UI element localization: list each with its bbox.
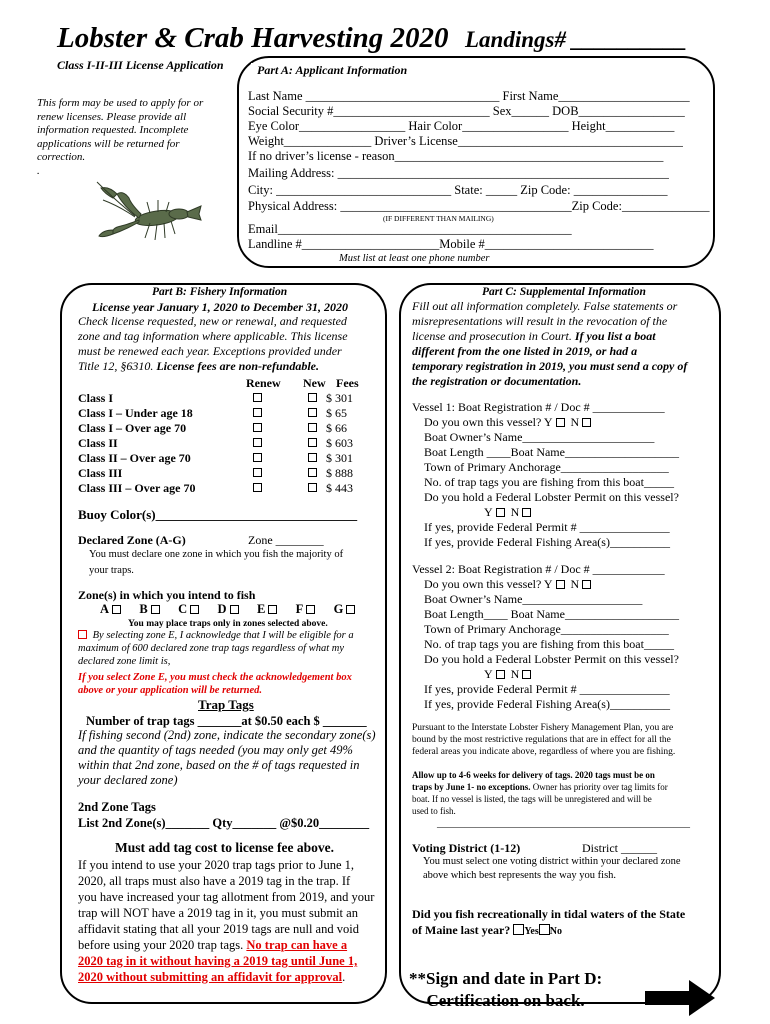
vessel-2-tags[interactable]: No. of trap tags you are fishing from this boat_____ [424,637,674,651]
second-zone-field[interactable]: List 2nd Zone(s)_______ Qty_______ @$0.20________ [78,816,370,830]
buoy-color-field[interactable]: Buoy Color(s)_______________________________ [78,507,358,522]
eye-hair-height-fields[interactable]: Eye Color_________________ Hair Color_________________ Height___________ [248,119,675,133]
phone-footnote: Must list at least one phone number [339,253,490,264]
vessel-2-section [412,562,679,712]
renew-checkbox[interactable] [253,453,262,462]
vessel-1-tags[interactable]: No. of trap tags you are fishing from this boat_____ [424,475,674,489]
license-class-row: Class II – Over age 70 $ 301 [78,451,353,465]
voting-note: You must select one voting district within your declared zone above which best represents the way you fish. [423,856,681,881]
vessel-2-owner[interactable]: Boat Owner’s Name____________________ [424,592,643,606]
license-class-row: Class I $ 301 [78,391,353,405]
license-class-row: Class III $ 888 [78,466,353,480]
recreational-no-checkbox[interactable] [539,924,550,935]
zone-checkboxes: A B C D E F G [100,601,358,617]
pursuant-note: Pursuant to the Interstate Lobster Fishery Management Plan, you are bound by the most restrictive regulations that are in effect for all the federal areas you indicate above, regardless of where you are fishing. [412,723,676,757]
landings-number: Landings# __________ [465,27,687,52]
voting-district-field[interactable]: District ______ [582,841,657,855]
declared-zone-label: Declared Zone (A-G) [78,533,186,547]
vessel-1-fishing-area[interactable]: If yes, provide Federal Fishing Area(s)__________ [424,535,670,549]
new-checkbox[interactable] [308,408,317,417]
new-checkbox[interactable] [308,393,317,402]
vessel-1-section [412,400,679,550]
part-c-intro: Fill out all information completely. False statements or misrepresentations will result in the revocation of the license and prosecution in Court. If you list a boat different from the one listed in 2019, or had a temporary registration in 2019, you must send a copy of the registration or documentation. [412,299,688,388]
renew-checkbox[interactable] [253,423,262,432]
vessel-1-own: Do you own this vessel? Y N [412,415,679,430]
declared-zone-field[interactable]: Zone ________ [248,533,324,547]
mailing-address-field[interactable]: Mailing Address: _____________________________________________________ [248,166,669,180]
renew-checkbox[interactable] [253,483,262,492]
vessel-2-permit-question: Do you hold a Federal Lobster Permit on this vessel? [424,652,679,666]
vessel-1-length-name[interactable]: Boat Length ____Boat Name___________________ [424,445,679,459]
recreational-yes-checkbox[interactable] [513,924,524,935]
license-year: License year January 1, 2020 to December 31, 2020 [92,300,348,314]
part-c-heading: Part C: Supplemental Information [476,286,652,298]
zone-e-checkbox[interactable] [268,605,277,614]
vessel-1-owner[interactable]: Boat Owner’s Name______________________ [424,430,655,444]
zone-e-warning: If you select Zone E, you must check the acknowledgement box above or your application will be returned. [78,672,352,696]
zone-f-checkbox[interactable] [306,605,315,614]
vessel-1-permit-question: Do you hold a Federal Lobster Permit on this vessel? [424,490,679,504]
delivery-note: Allow up to 4-6 weeks for delivery of tags. 2020 tags must be on traps by June 1- no exceptions. Owner has priority over tag limits for boat. If no vessel is listed, the tags will be unregistered and will be used to fish. [412,770,668,816]
new-column-header: New [303,376,326,390]
lobster-illustration [95,180,205,250]
license-class-table [78,390,378,495]
vessel-2-registration[interactable]: Vessel 2: Boat Registration # / Doc # ____________ [412,562,665,576]
sign-instruction: **Sign and date in Part D: Certification on back. [409,969,603,1010]
fees-column-header: Fees [336,376,359,390]
renew-checkbox[interactable] [253,408,262,417]
phone-fields[interactable]: Landline #______________________Mobile #___________________________ [248,237,654,251]
vessel-1-town[interactable]: Town of Primary Anchorage__________________ [424,460,669,474]
zones-heading: Zone(s) in which you intend to fish [78,588,256,602]
voting-district-label: Voting District (1-12) [412,841,521,855]
new-checkbox[interactable] [308,483,317,492]
renew-checkbox[interactable] [253,393,262,402]
second-zone-note: If fishing second (2nd) zone, indicate the secondary zone(s) and the quantity of tags needed (you may only get 49% within that 2nd zone, based on the # of tags requested in your declared zone) [78,728,376,787]
vessel-1-own-no[interactable] [582,418,591,427]
zone-c-checkbox[interactable] [190,605,199,614]
intro-text: This form may be used to apply for or renew licenses. Please provide all information requested. Incomplete applications will be returned for correction. . [37,97,204,177]
no-license-reason-field[interactable]: If no driver’s license - reason___________________________________________ [248,149,664,163]
vessel-1-own-yes[interactable] [556,418,565,427]
city-state-zip-fields[interactable]: City: ____________________________ State: _____ Zip Code: _______________ [248,183,668,197]
class-application-label: Class I-II-III License Application [57,58,224,72]
separator-line: ______________________________________________ [437,817,690,829]
vessel-1-registration[interactable]: Vessel 1: Boat Registration # / Doc # ____________ [412,400,665,414]
vessel-2-fishing-area[interactable]: If yes, provide Federal Fishing Area(s)__________ [424,697,670,711]
zones-note: You may place traps only in zones selected above. [128,619,328,629]
physical-address-note: (IF DIFFERENT THAN MAILING) [383,214,494,223]
second-zone-title: 2nd Zone Tags [78,800,156,814]
right-arrow-icon [645,980,715,1016]
vessel-2-own: Do you own this vessel? Y N [412,577,679,592]
license-class-row: Class II $ 603 [78,436,353,450]
vessel-2-permit-number[interactable]: If yes, provide Federal Permit # _______________ [424,682,670,696]
zone-e-ack-checkbox[interactable] [78,630,87,639]
license-class-row: Class I – Under age 18 $ 65 [78,406,347,420]
vessel-2-own-yes[interactable] [556,580,565,589]
vessel-1-permit-yes[interactable] [496,508,505,517]
declare-zone-note: You must declare one zone in which you fish the majority of your traps. [89,549,344,576]
name-fields[interactable]: Last Name _______________________________ First Name_____________________ [248,89,690,103]
zone-g-checkbox[interactable] [346,605,355,614]
ssn-sex-dob-fields[interactable]: Social Security #_________________________ Sex______ DOB_________________ [248,104,685,118]
license-class-row: Class III – Over age 70 $ 443 [78,481,353,495]
zone-e-acknowledgement: By selecting zone E, I acknowledge that I will be eligible for a maximum of 600 declared zone trap tags regardless of what my declared zone limit is, [78,630,354,667]
renew-checkbox[interactable] [253,438,262,447]
part-a-heading: Part A: Applicant Information [251,63,413,78]
zone-a-checkbox[interactable] [112,605,121,614]
email-field[interactable]: Email_______________________________________________ [248,222,572,236]
vessel-2-own-no[interactable] [582,580,591,589]
new-checkbox[interactable] [308,438,317,447]
license-class-row: Class I – Over age 70 $ 66 [78,421,347,435]
renew-column-header: Renew [246,376,281,390]
vessel-1-permit-yn: Y N [412,505,679,520]
zone-b-checkbox[interactable] [151,605,160,614]
renew-checkbox[interactable] [253,468,262,477]
weight-license-fields[interactable]: Weight______________ Driver’s License____________________________________ [248,134,683,148]
trap-tags-heading: Trap Tags [198,697,254,712]
prior-tags-note: If you intend to use your 2020 trap tags prior to June 1, 2020, all traps must also have a 2019 tag in the trap. If you have increased your tag allotment from 2019, and your trap will NOT have a 2019 tag in it, you must submit an affidavit stating that all your 2019 tags are null and void before using your 2020 trap tags. No trap can have a 2020 tag in it without having a 2019 tag until June 1, 2020 without submitting an affidavit for approval. [78,858,375,984]
zone-d-checkbox[interactable] [230,605,239,614]
part-b-heading: Part B: Fishery Information [146,286,293,298]
vessel-2-length-name[interactable]: Boat Length____ Boat Name___________________ [424,607,679,621]
new-checkbox[interactable] [308,468,317,477]
recreational-question: Did you fish recreationally in tidal waters of the State of Maine last year? Yes No [412,907,686,937]
vessel-1-permit-no[interactable] [522,508,531,517]
form-title: Lobster & Crab Harvesting 2020 [57,22,449,54]
vessel-2-permit-yes[interactable] [496,670,505,679]
new-checkbox[interactable] [308,423,317,432]
vessel-2-town[interactable]: Town of Primary Anchorage__________________ [424,622,669,636]
part-b-instructions: Check license requested, new or renewal, and requested zone and tag information where applicable. This license must be renewed each year. Exceptions provided under Title 12, §6310. License fees are non-refundable. [78,314,348,373]
must-add-tag-cost: Must add tag cost to license fee above. [115,840,334,855]
trap-tags-field[interactable]: Number of trap tags _______at $0.50 each $ _______ [86,714,367,728]
vessel-1-permit-number[interactable]: If yes, provide Federal Permit # _______________ [424,520,670,534]
new-checkbox[interactable] [308,453,317,462]
vessel-2-permit-yn: Y N [412,667,679,682]
physical-address-field[interactable]: Physical Address: _____________________________________Zip Code:______________ [248,199,710,213]
vessel-2-permit-no[interactable] [522,670,531,679]
